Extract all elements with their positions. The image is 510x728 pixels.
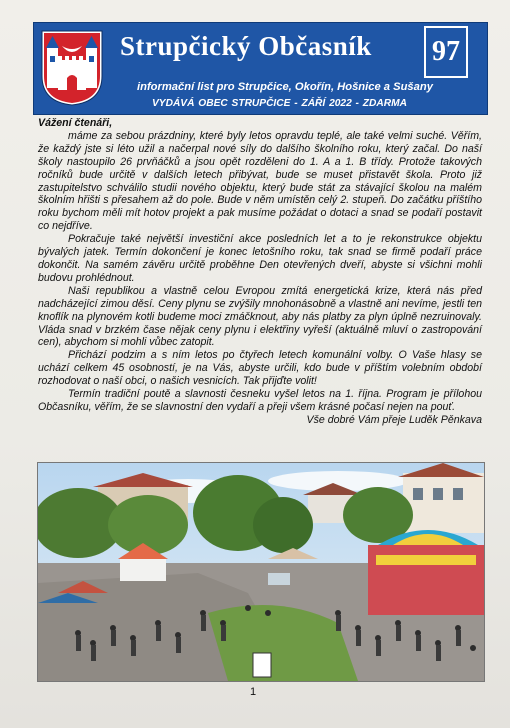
page-number: 1 xyxy=(250,686,257,698)
village-crest-icon xyxy=(41,30,103,106)
fair-photo xyxy=(37,462,485,682)
masthead-publisher: VYDÁVÁ OBEC STRUPČICE - ZÁŘÍ 2022 - ZDARMA xyxy=(152,98,407,109)
letter-paragraph-4: Přichází podzim a s ním letos po čtyřech letech komunální volby. O Vaše hlasy se uchází celkem 45 osobností, je na Vás, abyste určili, kdo bude v příštím volebním období rozhodovat o naší obci, o našich vesnicích. Tak přijďte volit! xyxy=(38,349,482,388)
letter-paragraph-3: Naši republikou a vlastně celou Evropou zmítá energetická krize, která nás před nadcházející zimou děsí. Ceny plynu se zvýšily mnohonásobně a vlastně ani nevíme, jestli ten knoflík na plynovém kotli budeme moci zmáčknout, aby nás platby za plyn úplně nezruinovaly. Vláda snad v brzkém čase nějak ceny plynu i elektřiny vyřeší (aktuálně mluví o zastropování cen), abychom si mohli vůbec zatopit. xyxy=(38,284,482,349)
letter-paragraph-5: Termín tradiční poutě a slavnosti česneku vyšel letos na 1. října. Program je přílohou Občasníku, věřím, že se slavnostní den vydaří a přeji všem krásné počasí nejen na pouť. xyxy=(38,388,482,413)
fair-photo-illustration xyxy=(38,463,484,681)
letter-signature: Vše dobré Vám přeje Luděk Pěnkava xyxy=(306,413,482,426)
masthead-title: Strupčický Občasník xyxy=(120,31,372,61)
issue-number: 97 xyxy=(424,26,468,78)
masthead-subtitle: informační list pro Strupčice, Okořín, Hošnice a Sušany xyxy=(137,81,433,93)
masthead-banner xyxy=(33,22,488,115)
editorial-letter xyxy=(38,117,482,427)
letter-paragraph-2: Pokračuje také největší investiční akce posledních let a to je rekonstrukce objektu bývalých jatek. Termín dokončení je konec letošního roku, tak snad se firmě podaří práce dokončit. Na samém závěru určitě proběhne Den otevřených dveří, abyste si všichni mohli budovu prohlédnout. xyxy=(38,233,482,284)
letter-paragraph-1: máme za sebou prázdniny, které byly letos opravdu teplé, ale také velmi suché. Věřím, že každý jste si léto užil a načerpal nové síly do dalšího školního roku, který začal. Do naší školy nastoupilo 26 prvňáčků a jsou opět rozděleni do 1. A a 1. B třídy. Protože takových ročníků bude určitě v dalších letech přibývat, bude se muset přistavět škola. Proto již zastupitelstvo schválilo studii nového objektu, který bude stát za stávající školou na malém školním hřišti s přesahem až do pole. Bude v něm umístěn celý 2. stupeň. Do začátku příštího roku bychom měli mít hotov projekt a pak musíme požádat o dotaci a snad se podaří postavit co nejdříve. xyxy=(38,129,482,233)
letter-greeting: Vážení čtenáři, xyxy=(38,117,113,129)
